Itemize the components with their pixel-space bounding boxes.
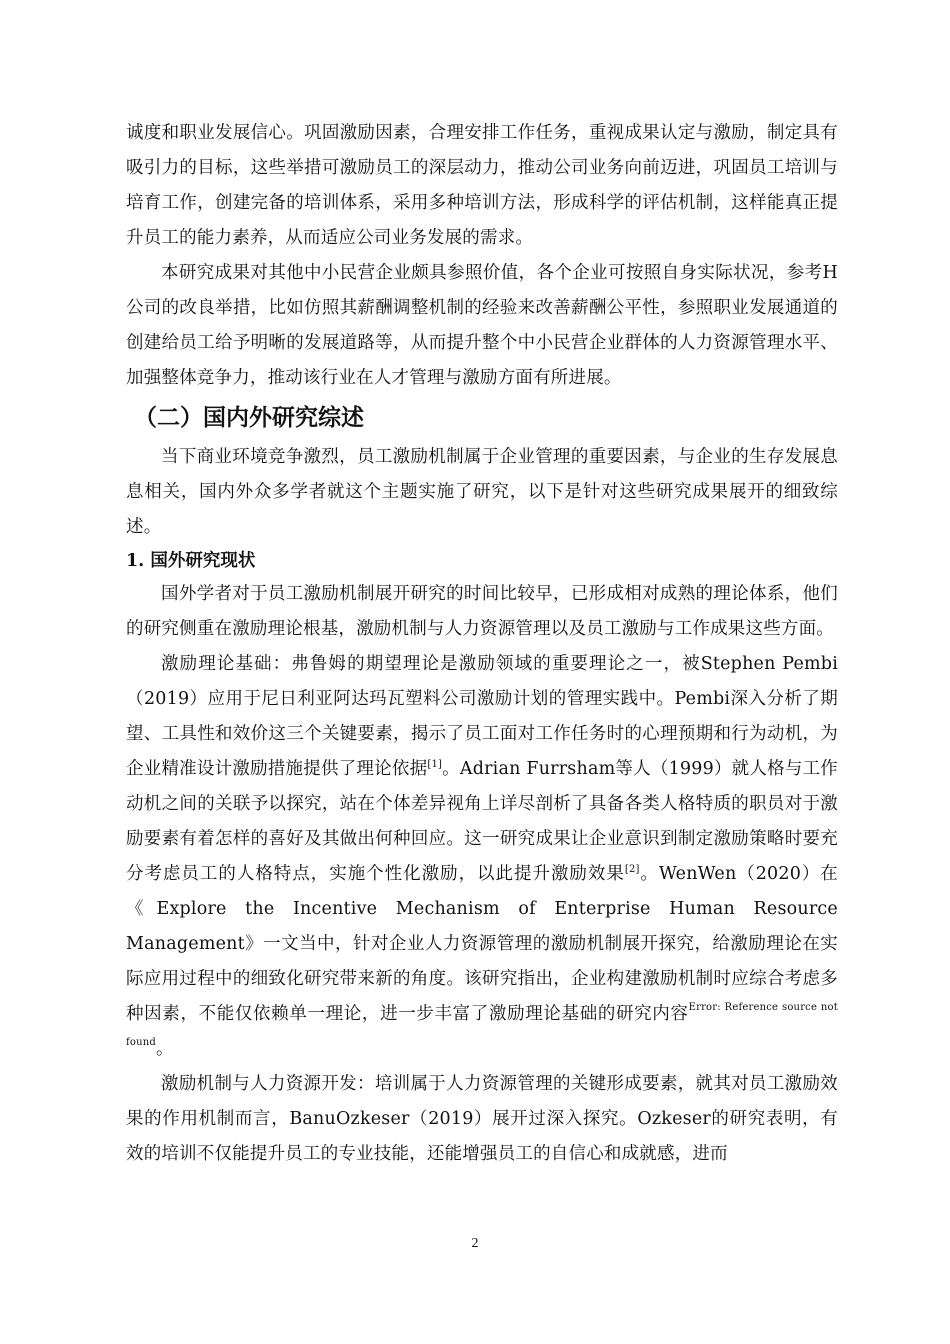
subheading-foreign-research: 1. 国外研究现状 [126, 551, 256, 571]
paragraph-continuation: 诚度和职业发展信心。巩固激励因素，合理安排工作任务，重视成果认定与激励，制定具有吸引力的目标，这些举措可激励员工的深层动力，推动公司业务向前迈进，巩固员工培训与培育工作，创建完备的培训体系，采用多种培训方法，形成科学的评估机制，这样能真正提升员工的能力素养，从而适应公司业务发展的需求。 [126, 123, 838, 248]
paragraph-foreign-overview: 国外学者对于员工激励机制展开研究的时间比较早，已形成相对成熟的理论体系，他们的研究侧重在激励理论根基，激励机制与人力资源管理以及员工激励与工作成果这些方面。 [126, 584, 838, 639]
text-segment: 。Adrian Furrsham等人（1999）就人格与工作动机之间的关联予以探究，站在个体差异视角上详尽剖析了具备各类人格特质的职员对于激励要素有着怎样的喜好及其做出何种回应。这一研究成果让企业意识到制定激励策略时要充分考虑员工的人格特点，实施个性化激励，以此提升激励效果 [126, 759, 838, 884]
citation-1: [1] [427, 759, 443, 771]
paragraph-reference-value: 本研究成果对其他中小民营企业颇具参照价值，各个企业可按照自身实际状况，参考H公司的改良举措，比如仿照其薪酬调整机制的经验来改善薪酬公平性，参照职业发展通道的创建给员工给予明晰的发展道路等，从而提升整个中小民营企业群体的人力资源管理水平、加强整体竞争力，推动该行业在人才管理与激励方面有所进展。 [126, 263, 838, 388]
text-segment: 。WenWen（2020）在《Explore the Incentive Mechanism of Enterprise Human Resource Management》一文当中，针对企业人力资源管理的激励机制展开探究，给激励理论在实际应用过程中的细致化研究带来新的角度。该研究指出，企业构建激励机制时应综合考虑多种因素，不能仅依赖单一理论，进一步丰富了激励理论基础的研究内容 [126, 864, 838, 1024]
paragraph-incentive-theory [126, 647, 838, 1067]
section-title: （二）国内外研究综述 [134, 404, 364, 431]
paragraph-review-intro: 当下商业环境竞争激烈，员工激励机制属于企业管理的重要因素，与企业的生存发展息息相关，国内外众多学者就这个主题实施了研究，以下是针对这些研究成果展开的细致综述。 [126, 447, 838, 537]
page-number: 2 [471, 1236, 479, 1251]
text-segment: 。 [156, 1039, 174, 1059]
text-segment: 激励理论基础：弗鲁姆的期望理论是激励领域的重要理论之一，被Stephen Pembi（2019）应用于尼日利亚阿达玛瓦塑料公司激励计划的管理实践中。Pembi深入分析了期望、工具性和效价这三个关键要素，揭示了员工面对工作任务时的心理预期和行为动机，为企业精准设计激励措施提供了理论依据 [126, 654, 838, 779]
citation-error: Error: Reference source not found [126, 1002, 838, 1048]
paragraph-hr-development: 激励机制与人力资源开发：培训属于人力资源管理的关键形成要素，就其对员工激励效果的作用机制而言，BanuOzkeser（2019）展开过深入探究。Ozkeser的研究表明，有效的培训不仅能提升员工的专业技能，还能增强员工的自信心和成就感，进而 [126, 1074, 838, 1164]
citation-2: [2] [624, 864, 640, 876]
document-body [126, 116, 838, 1172]
